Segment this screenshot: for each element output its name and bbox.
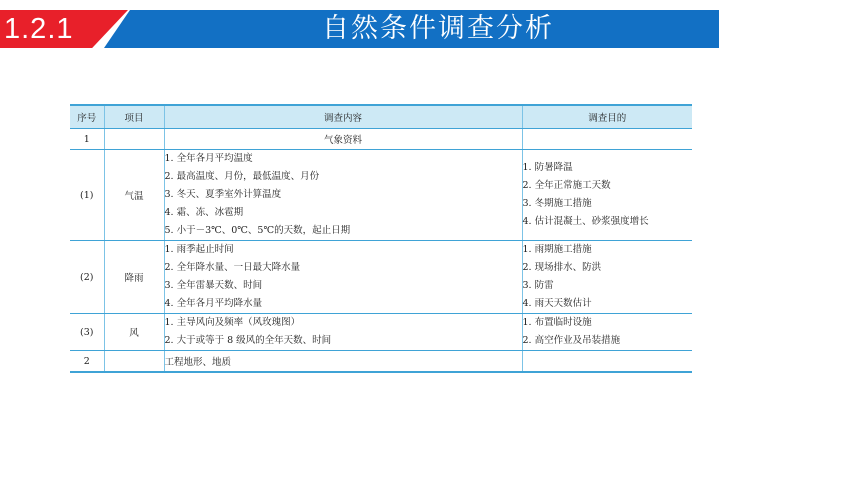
table-row-section-2 [70, 351, 692, 373]
list-item: 1. 雨季起止时间 [164, 244, 234, 255]
list-item: 5. 小于－3℃、0℃、5℃的天数，起止日期 [164, 225, 351, 236]
row-item: 降雨 [104, 241, 164, 314]
survey-purpose-list [522, 314, 692, 351]
list-item: 3. 防雷 [522, 280, 554, 291]
list-item: 3. 冬天、夏季室外计算温度 [164, 189, 282, 200]
list-item: 2. 全年正常施工天数 [522, 180, 611, 191]
row-number: (3) [70, 314, 104, 351]
list-item: 2. 高空作业及吊装措施 [522, 335, 621, 346]
list-item: 3. 全年雷暴天数、时间 [164, 280, 263, 291]
row-item: 风 [104, 314, 164, 351]
column-header-item: 项目 [104, 105, 164, 129]
list-item: 1. 布置临时设施 [522, 317, 592, 328]
section-title: 工程地形、地质 [164, 351, 522, 373]
list-item: 2. 最高温度、月份，最低温度、月份 [164, 171, 320, 182]
row-number: 1 [70, 129, 104, 150]
row-purpose [522, 351, 692, 373]
list-item: 4. 雨天天数估计 [522, 298, 592, 309]
table-row-temperature [70, 150, 692, 241]
survey-purpose-list [522, 150, 692, 241]
survey-content-list [164, 241, 522, 314]
slide-header [0, 10, 860, 48]
list-item: 2. 现场排水、防洪 [522, 262, 602, 273]
table-row-section-1 [70, 129, 692, 150]
list-item: 1. 主导风向及频率（风玫瑰图） [164, 317, 301, 328]
list-item: 1. 防暑降温 [522, 162, 573, 173]
row-item: 气温 [104, 150, 164, 241]
column-header-content: 调查内容 [164, 105, 522, 129]
list-item: 1. 雨期施工措施 [522, 244, 592, 255]
row-number: (2) [70, 241, 104, 314]
slide-title: 自然条件调查分析 [322, 13, 554, 44]
list-item: 2. 全年降水量、一日最大降水量 [164, 262, 301, 273]
survey-purpose-list [522, 241, 692, 314]
list-item: 4. 估计混凝土、砂浆强度增长 [522, 216, 649, 227]
table-row-rainfall [70, 241, 692, 314]
list-item: 1. 全年各月平均温度 [164, 153, 253, 164]
survey-content-list [164, 314, 522, 351]
list-item: 4. 全年各月平均降水量 [164, 298, 263, 309]
row-purpose [522, 129, 692, 150]
column-header-no: 序号 [70, 105, 104, 129]
row-number: 2 [70, 351, 104, 373]
table-header-row [70, 105, 692, 129]
row-number: (1) [70, 150, 104, 241]
table-row-wind [70, 314, 692, 351]
section-title: 气象资料 [164, 129, 522, 150]
list-item: 2. 大于或等于 8 级风的全年天数、时间 [164, 335, 332, 346]
survey-content-list [164, 150, 522, 241]
survey-table [70, 104, 692, 373]
row-item [104, 129, 164, 150]
list-item: 3. 冬期施工措施 [522, 198, 592, 209]
section-number: 1.2.1 [4, 13, 74, 45]
row-item [104, 351, 164, 373]
column-header-purpose: 调查目的 [522, 105, 692, 129]
list-item: 4. 霜、冻、冰雹期 [164, 207, 244, 218]
